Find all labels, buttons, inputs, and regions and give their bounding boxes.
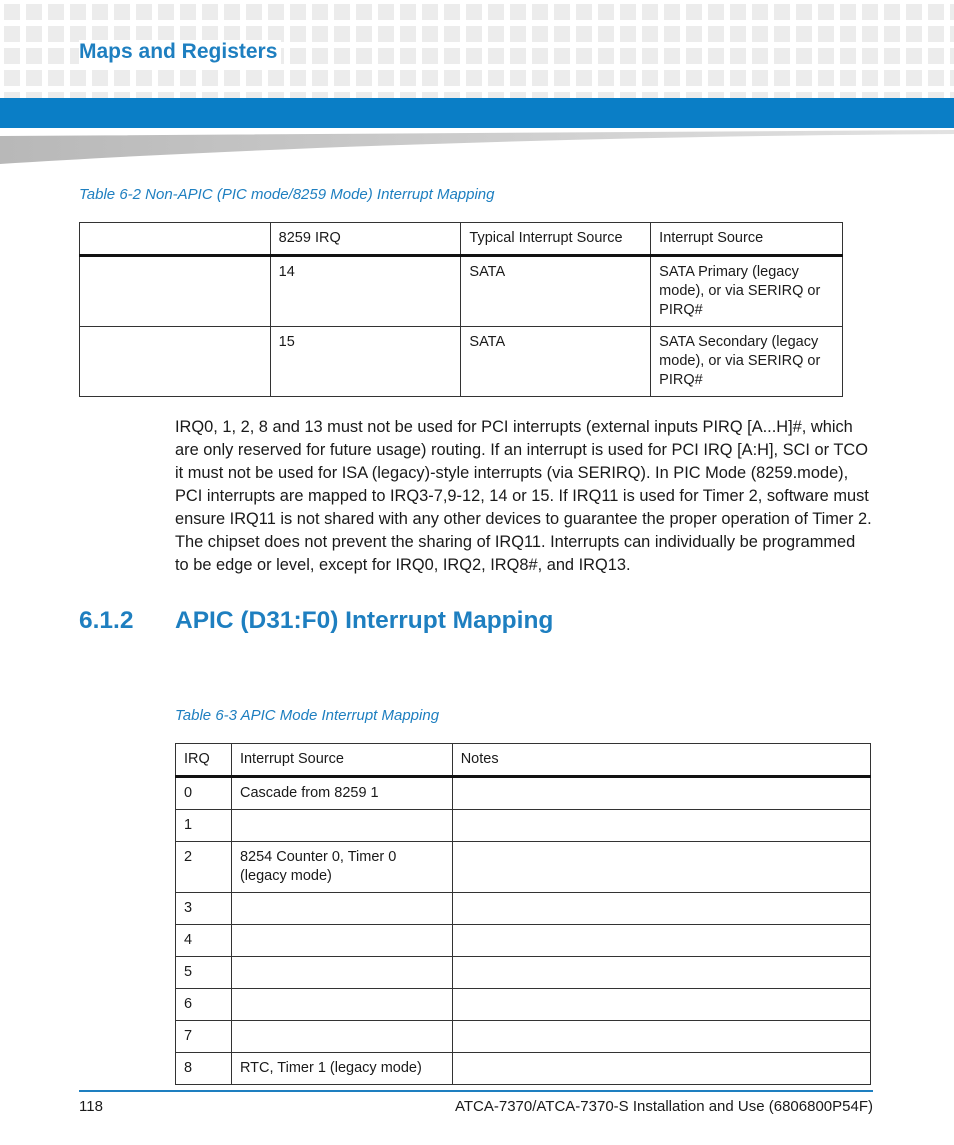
table-cell: [452, 989, 870, 1021]
header-pattern-square: [576, 48, 592, 64]
table-cell: 5: [176, 957, 232, 989]
section-title: APIC (D31:F0) Interrupt Mapping: [175, 607, 554, 634]
header-pattern-square: [378, 26, 394, 42]
header-pattern-square: [400, 26, 416, 42]
header-pattern-square: [312, 48, 328, 64]
header-pattern-square: [620, 4, 636, 20]
table-row: [80, 256, 843, 327]
table-3-caption: Table 6-3 APIC Mode Interrupt Mapping: [175, 707, 440, 724]
table-2-header-cell: Interrupt Source: [651, 223, 843, 256]
header-pattern-square: [796, 70, 812, 86]
table-row: [80, 327, 843, 397]
table-cell: [80, 256, 271, 327]
table-row: [176, 893, 871, 925]
table-2-caption: Table 6-2 Non-APIC (PIC mode/8259 Mode) Interrupt Mapping: [79, 186, 495, 203]
header-pattern-square: [686, 70, 702, 86]
header-pattern-square: [686, 48, 702, 64]
header-pattern-square: [400, 70, 416, 86]
header-pattern-square: [642, 70, 658, 86]
header-pattern-square: [510, 70, 526, 86]
header-pattern-square: [598, 48, 614, 64]
header-pattern-square: [730, 4, 746, 20]
header-pattern-square: [488, 4, 504, 20]
table-cell: [231, 957, 452, 989]
header-pattern-square: [444, 4, 460, 20]
header-pattern-square: [290, 48, 306, 64]
header-pattern-square: [862, 26, 878, 42]
header-pattern-square: [664, 48, 680, 64]
header-pattern-square: [796, 26, 812, 42]
table-row: [176, 957, 871, 989]
table-3-header-cell: Notes: [452, 744, 870, 777]
header-pattern-square: [378, 70, 394, 86]
header-pattern-square: [290, 70, 306, 86]
table-row: [176, 989, 871, 1021]
header-pattern-square: [488, 70, 504, 86]
table-cell: SATA: [461, 327, 651, 397]
header-pattern-square: [268, 70, 284, 86]
header-pattern-square: [554, 70, 570, 86]
table-row: [176, 810, 871, 842]
header-pattern-square: [708, 70, 724, 86]
table-cell: [452, 810, 870, 842]
table-cell: [452, 842, 870, 893]
header-pattern-square: [642, 48, 658, 64]
header-pattern-square: [840, 70, 856, 86]
header-pattern-square: [796, 4, 812, 20]
header-pattern-square: [840, 48, 856, 64]
header-pattern-square: [70, 4, 86, 20]
header-pattern-square: [884, 70, 900, 86]
header-pattern-square: [862, 4, 878, 20]
header-pattern-square: [488, 26, 504, 42]
header-pattern-square: [884, 4, 900, 20]
header-pattern-square: [312, 4, 328, 20]
table-cell: [452, 957, 870, 989]
header-pattern-square: [840, 4, 856, 20]
table-cell: SATA: [461, 256, 651, 327]
header-pattern-square: [422, 4, 438, 20]
table-cell: SATA Secondary (legacy mode), or via SERIRQ or PIRQ#: [651, 327, 843, 397]
header-pattern-square: [686, 26, 702, 42]
header-pattern-square: [642, 26, 658, 42]
header-pattern-square: [444, 70, 460, 86]
header-pattern-square: [312, 26, 328, 42]
header-pattern-square: [48, 4, 64, 20]
table-row: [176, 925, 871, 957]
header-pattern-square: [818, 4, 834, 20]
header-pattern-square: [620, 48, 636, 64]
header-pattern-square: [686, 4, 702, 20]
header-pattern-square: [664, 70, 680, 86]
table-cell: [231, 989, 452, 1021]
header-pattern-square: [598, 4, 614, 20]
header-pattern-square: [862, 48, 878, 64]
header-pattern-square: [884, 26, 900, 42]
header-pattern-square: [26, 4, 42, 20]
header-pattern-square: [4, 4, 20, 20]
table-cell: 4: [176, 925, 232, 957]
table-row: [176, 1021, 871, 1053]
header-pattern-square: [752, 4, 768, 20]
header-pattern-square: [708, 26, 724, 42]
table-cell: [452, 1021, 870, 1053]
header-pattern-square: [246, 4, 262, 20]
header-pattern-square: [708, 4, 724, 20]
table-2-header-cell: Typical Interrupt Source: [461, 223, 651, 256]
header-pattern-square: [906, 26, 922, 42]
header-pattern-square: [466, 26, 482, 42]
header-pattern-square: [444, 48, 460, 64]
header-pattern-square: [466, 4, 482, 20]
header-pattern-square: [884, 48, 900, 64]
header-pattern-square: [774, 26, 790, 42]
header-pattern-square: [488, 48, 504, 64]
page-number: 118: [79, 1098, 103, 1115]
header-pattern-square: [664, 4, 680, 20]
section-heading: [79, 607, 553, 635]
header-pattern-square: [510, 26, 526, 42]
header-blue-bar: [0, 98, 954, 128]
header-pattern-square: [774, 70, 790, 86]
header-pattern-square: [730, 26, 746, 42]
header-pattern-square: [928, 48, 944, 64]
table-cell: [231, 810, 452, 842]
header-pattern-square: [378, 4, 394, 20]
header-pattern-square: [180, 70, 196, 86]
table-cell: 3: [176, 893, 232, 925]
header-pattern-square: [356, 70, 372, 86]
table-row: [176, 777, 871, 810]
table-row: [176, 842, 871, 893]
header-pattern-square: [466, 48, 482, 64]
header-pattern-square: [136, 4, 152, 20]
header-pattern-square: [862, 70, 878, 86]
table-cell: 7: [176, 1021, 232, 1053]
table-cell: [452, 777, 870, 810]
header-pattern-square: [510, 48, 526, 64]
header-pattern-square: [114, 70, 130, 86]
header-pattern-square: [928, 26, 944, 42]
header-pattern-square: [620, 26, 636, 42]
header-pattern-square: [510, 4, 526, 20]
table-3-header-cell: Interrupt Source: [231, 744, 452, 777]
header-pattern-square: [466, 70, 482, 86]
document-title: ATCA-7370/ATCA-7370-S Installation and Use (6806800P54F): [454, 1098, 873, 1115]
header-pattern-square: [818, 26, 834, 42]
header-pattern-square: [532, 48, 548, 64]
header-pattern-square: [906, 70, 922, 86]
header-pattern-square: [356, 48, 372, 64]
header-pattern-square: [246, 70, 262, 86]
header-pattern-square: [774, 48, 790, 64]
table-2-header-row: [80, 223, 843, 256]
header-pattern-square: [158, 70, 174, 86]
header-pattern-square: [642, 4, 658, 20]
table-cell: Cascade from 8259 1: [231, 777, 452, 810]
header-pattern-square: [576, 70, 592, 86]
header-pattern-square: [26, 70, 42, 86]
table-cell: 6: [176, 989, 232, 1021]
running-section-title: Maps and Registers: [79, 40, 281, 64]
header-pattern-square: [422, 48, 438, 64]
header-pattern-square: [928, 4, 944, 20]
header-pattern-square: [840, 26, 856, 42]
table-cell: RTC, Timer 1 (legacy mode): [231, 1053, 452, 1085]
header-pattern-square: [422, 26, 438, 42]
header-pattern-square: [620, 70, 636, 86]
header-pattern-square: [774, 4, 790, 20]
table-cell: SATA Primary (legacy mode), or via SERIRQ or PIRQ#: [651, 256, 843, 327]
header-pattern-square: [356, 4, 372, 20]
header-pattern-square: [290, 26, 306, 42]
header-pattern-square: [180, 4, 196, 20]
table-row: [176, 1053, 871, 1085]
header-pattern-square: [554, 26, 570, 42]
header-pattern-square: [158, 4, 174, 20]
table-cell: [231, 925, 452, 957]
header-pattern-square: [48, 48, 64, 64]
header-pattern-square: [334, 26, 350, 42]
header-pattern-square: [312, 70, 328, 86]
header-pattern-square: [730, 70, 746, 86]
header-pattern-square: [664, 26, 680, 42]
table-3-header-row: [176, 744, 871, 777]
header-pattern-square: [400, 4, 416, 20]
header-pattern-square: [4, 26, 20, 42]
table-cell: 8: [176, 1053, 232, 1085]
table-cell: [80, 327, 271, 397]
header-grey-swoosh: [0, 130, 954, 164]
header-pattern-square: [114, 4, 130, 20]
header-pattern-square: [400, 48, 416, 64]
header-pattern-square: [356, 26, 372, 42]
table-cell: [231, 1021, 452, 1053]
header-pattern-square: [334, 48, 350, 64]
header-pattern-square: [796, 48, 812, 64]
table-cell: 15: [270, 327, 461, 397]
header-pattern-square: [950, 26, 954, 42]
table-2-header-cell: 8259 IRQ: [270, 223, 461, 256]
header-pattern-square: [4, 70, 20, 86]
header-pattern-square: [730, 48, 746, 64]
table-2: [79, 222, 843, 397]
header-pattern-square: [70, 70, 86, 86]
header-pattern-square: [554, 4, 570, 20]
header-pattern-square: [576, 4, 592, 20]
header-pattern-square: [576, 26, 592, 42]
table-cell: 1: [176, 810, 232, 842]
header-pattern-square: [818, 48, 834, 64]
header-pattern-square: [92, 70, 108, 86]
header-pattern-square: [92, 4, 108, 20]
header-pattern-square: [598, 70, 614, 86]
table-cell: [452, 893, 870, 925]
header-pattern-square: [950, 70, 954, 86]
header-pattern-square: [224, 70, 240, 86]
header-pattern-square: [906, 48, 922, 64]
table-cell: [231, 893, 452, 925]
header-pattern-square: [48, 70, 64, 86]
header-pattern-square: [818, 70, 834, 86]
header-pattern-square: [928, 70, 944, 86]
header-pattern-square: [950, 4, 954, 20]
header-pattern-square: [752, 26, 768, 42]
table-cell: 14: [270, 256, 461, 327]
header-pattern-square: [950, 48, 954, 64]
header-pattern-square: [268, 4, 284, 20]
body-paragraph: IRQ0, 1, 2, 8 and 13 must not be used for PCI interrupts (external inputs PIRQ [A...H]#, which are only reserved for future usage) routing. If an interrupt is used for PCI IRQ [A:H], SCI or TCO it must not be used for ISA (legacy)-style interrupts (via SERIRQ). In PIC Mode (8259.mode), PCI interrupts are mapped to IRQ3-7,9-12, 14 or 15. If IRQ11 is used for Timer 2, software must ensure IRQ11 is not shared with any other devices to guarantee the proper operation of Timer 2. The chipset does not prevent the sharing of IRQ11. Interrupts can individually be programmed to be edge or level, except for IRQ0, IRQ2, IRQ8#, and IRQ13.: [175, 418, 872, 574]
table-3-header-cell: IRQ: [176, 744, 232, 777]
header-pattern-square: [290, 4, 306, 20]
header-pattern-square: [532, 4, 548, 20]
header-pattern-square: [444, 26, 460, 42]
header-pattern-square: [752, 48, 768, 64]
table-2-header-cell: [80, 223, 271, 256]
header-pattern-square: [532, 70, 548, 86]
table-cell: 2: [176, 842, 232, 893]
table-cell: 0: [176, 777, 232, 810]
table-cell: 8254 Counter 0, Timer 0 (legacy mode): [231, 842, 452, 893]
header-pattern-square: [202, 4, 218, 20]
header-pattern-square: [422, 70, 438, 86]
table-cell: [452, 1053, 870, 1085]
section-number: 6.1.2: [79, 607, 134, 634]
header-pattern-square: [136, 70, 152, 86]
footer-rule: [79, 1090, 873, 1092]
header-pattern-square: [554, 48, 570, 64]
header-pattern-square: [4, 48, 20, 64]
table-cell: [452, 925, 870, 957]
header-pattern-square: [378, 48, 394, 64]
header-pattern-square: [532, 26, 548, 42]
header-pattern-square: [334, 70, 350, 86]
header-pattern-square: [906, 4, 922, 20]
header-pattern-square: [48, 26, 64, 42]
header-pattern-square: [708, 48, 724, 64]
header-pattern-square: [224, 4, 240, 20]
header-pattern-square: [202, 70, 218, 86]
header-pattern-square: [752, 70, 768, 86]
table-3: [175, 743, 871, 1085]
header-pattern-square: [334, 4, 350, 20]
header-pattern-square: [26, 26, 42, 42]
header-pattern-square: [26, 48, 42, 64]
header-pattern-square: [598, 26, 614, 42]
